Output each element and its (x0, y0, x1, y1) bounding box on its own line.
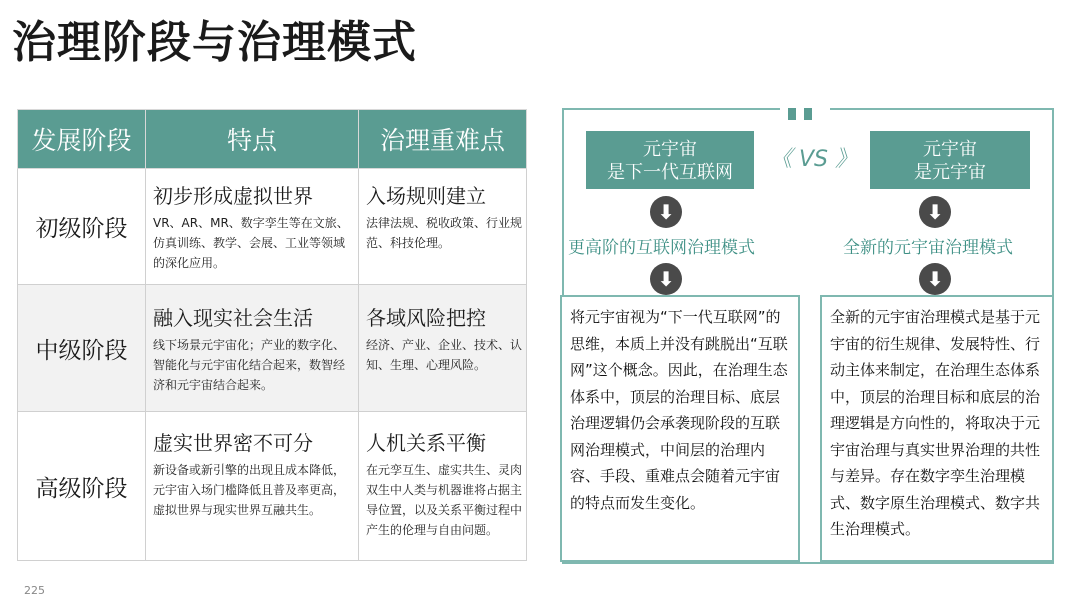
stage-cell: 初级阶段 (18, 169, 146, 285)
focus-text: 在元孪互生、虚实共生、灵肉双生中人类与机器谁将占据主导位置，以及关系平衡过程中产生的伦理与自由问题。 (366, 463, 523, 537)
column-header: 发展阶段 (18, 110, 146, 169)
right-mode-description: 全新的元宇宙治理模式是基于元宇宙的衍生规律、发展特性、行动主体来制定，在治理生态体系中，顶层的治理目标和底层的治理逻辑是方向性的，将取决于元宇宙治理与真实世界治理的共性与差异。存在数字孪生治理模式、数字原生治理模式、数字共生治理模式。 (820, 295, 1054, 562)
frame-tick-mark (788, 108, 796, 120)
left-mode-description: 将元宇宙视为“下一代互联网”的思维，本质上并没有跳脱出“互联网”这个概念。因此，在治理生态体系中，顶层的治理目标、底层治理逻辑仍会承袭现阶段的互联网治理模式，中间层的治理内容、手段、重难点会随着元宇宙的特点而发生变化。 (560, 295, 800, 562)
feature-text: VR、AR、MR、数字孪生等在文旅、仿真训练、教学、会展、工业等领域的深化应用。 (153, 216, 349, 270)
arrow-down-icon: ⬇ (650, 196, 682, 228)
column-header: 特点 (146, 110, 359, 169)
right-mode-title: 全新的元宇宙治理模式 (843, 238, 1013, 258)
focus-cell (359, 285, 527, 412)
page-title: 治理阶段与治理模式 (12, 17, 417, 68)
feature-heading: 虚实世界密不可分 (153, 431, 313, 455)
page-number: 225 (24, 584, 45, 597)
stage-cell: 高级阶段 (18, 412, 146, 561)
focus-text: 法律法规、税收政策、行业规范、科技伦理。 (366, 216, 523, 250)
focus-heading: 人机关系平衡 (366, 431, 486, 455)
table-row (18, 285, 527, 412)
arrow-down-icon: ⬇ (650, 263, 682, 295)
feature-cell (146, 412, 359, 561)
table-row (18, 412, 527, 561)
feature-text: 新设备或新引擎的出现且成本降低，元宇宙入场门槛降低且普及率更高，虚拟世界与现实世界互融共生。 (153, 463, 346, 517)
focus-heading: 各域风险把控 (366, 306, 486, 330)
arrow-down-icon: ⬇ (919, 196, 951, 228)
frame-tick-mark (804, 108, 812, 120)
feature-heading: 初步形成虚拟世界 (153, 184, 313, 208)
column-header: 治理重难点 (359, 110, 527, 169)
feature-cell (146, 169, 359, 285)
focus-text: 经济、产业、企业、技术、认知、生理、心理风险。 (366, 338, 523, 372)
feature-cell (146, 285, 359, 412)
table-header-row (18, 110, 527, 169)
stage-cell: 中级阶段 (18, 285, 146, 412)
focus-cell (359, 169, 527, 285)
focus-cell (359, 412, 527, 561)
table-row (18, 169, 527, 285)
left-mode-title: 更高阶的互联网治理模式 (568, 238, 755, 258)
arrow-down-icon: ⬇ (919, 263, 951, 295)
vs-label: 《 VS 》 (770, 147, 858, 172)
feature-heading: 融入现实社会生活 (153, 306, 313, 330)
stage-table (17, 109, 527, 561)
focus-heading: 入场规则建立 (366, 184, 486, 208)
right-concept-tag: 元宇宙 是元宇宙 (870, 131, 1030, 189)
feature-text: 线下场景元宇宙化；产业的数字化、智能化与元宇宙化结合起来，数智经济和元宇宙结合起来。 (153, 338, 346, 392)
left-concept-tag: 元宇宙 是下一代互联网 (586, 131, 754, 189)
